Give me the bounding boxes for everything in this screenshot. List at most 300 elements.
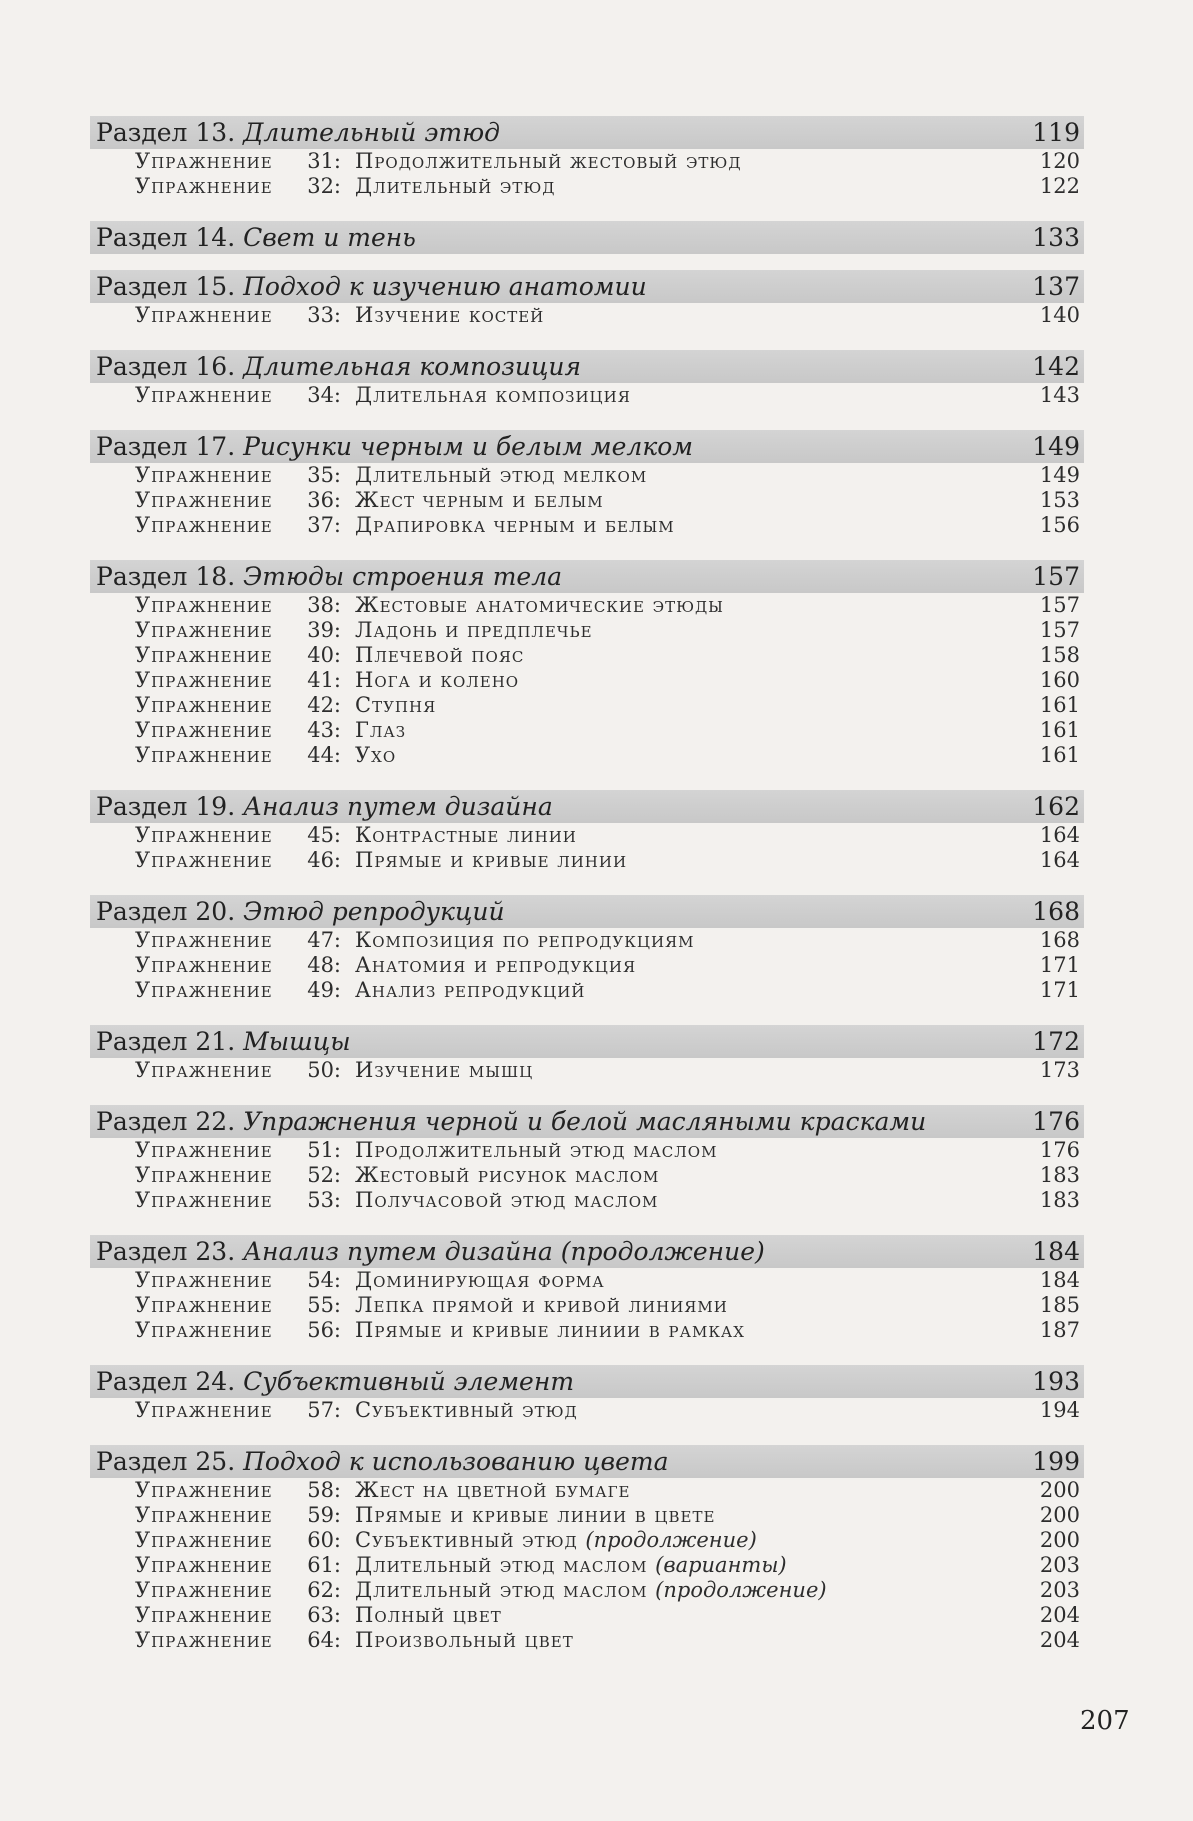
section-title: Длительный этюд bbox=[243, 118, 500, 147]
exercise-number: 33: bbox=[307, 303, 341, 327]
exercise-title: Произвольный цвет bbox=[355, 1628, 574, 1652]
section-label: Раздел bbox=[96, 1107, 188, 1136]
exercise-title-wrap bbox=[355, 823, 1020, 848]
section-heading bbox=[90, 895, 1084, 928]
exercise-number: 64: bbox=[307, 1628, 341, 1652]
exercise-title: Контрастные линии bbox=[355, 823, 577, 847]
exercise-label: Упражнение bbox=[135, 513, 273, 537]
section-label: Раздел bbox=[96, 223, 188, 252]
exercise-title: Продолжительный жестовый этюд bbox=[355, 149, 742, 173]
exercise-number: 43: bbox=[307, 718, 341, 742]
section-number: 14. bbox=[195, 223, 236, 252]
section-title: Подход к использованию цвета bbox=[243, 1447, 669, 1476]
exercise-label: Упражнение bbox=[135, 1268, 273, 1292]
exercise-page: 204 bbox=[1039, 1628, 1080, 1652]
section-heading bbox=[90, 270, 1084, 303]
exercise-page: 157 bbox=[1039, 593, 1080, 617]
section-number: 18. bbox=[195, 562, 236, 591]
exercise-label: Упражнение bbox=[135, 149, 273, 173]
toc-section bbox=[90, 1445, 1084, 1653]
section-page: 184 bbox=[1032, 1237, 1080, 1266]
exercise-title: Композиция по репродукциям bbox=[355, 928, 695, 952]
exercise-label: Упражнение bbox=[135, 668, 273, 692]
exercise-label: Упражнение bbox=[135, 1293, 273, 1317]
exercise-title-wrap bbox=[355, 1603, 1020, 1628]
exercise-row bbox=[90, 149, 1084, 174]
exercise-title-wrap bbox=[355, 693, 1020, 718]
exercise-title: Длительный этюд маслом bbox=[355, 1578, 648, 1602]
page-number: 207 bbox=[1080, 1706, 1130, 1736]
section-page: 137 bbox=[1032, 272, 1080, 301]
section-heading-text bbox=[96, 1105, 926, 1138]
exercise-label: Упражнение bbox=[135, 174, 273, 198]
section-label: Раздел bbox=[96, 118, 188, 147]
exercise-label: Упражнение bbox=[135, 1503, 273, 1527]
section-heading bbox=[90, 1445, 1084, 1478]
section-heading bbox=[90, 1105, 1084, 1138]
exercise-number: 47: bbox=[307, 928, 341, 952]
exercise-page: 185 bbox=[1039, 1293, 1080, 1317]
exercise-title: Прямые и кривые линии bbox=[355, 848, 628, 872]
section-page: 149 bbox=[1032, 432, 1080, 461]
section-number: 17. bbox=[195, 432, 236, 461]
exercise-title-wrap bbox=[355, 383, 1020, 408]
exercise-title-wrap bbox=[355, 1058, 1020, 1083]
exercise-label: Упражнение bbox=[135, 1058, 273, 1082]
section-page: 176 bbox=[1032, 1107, 1080, 1136]
section-heading-text bbox=[96, 560, 562, 593]
section-page: 157 bbox=[1032, 562, 1080, 591]
section-label: Раздел bbox=[96, 792, 188, 821]
section-title: Длительная композиция bbox=[243, 352, 582, 381]
section-heading bbox=[90, 350, 1084, 383]
section-heading-text bbox=[96, 790, 553, 823]
exercise-title: Субъективный этюд bbox=[355, 1528, 578, 1552]
exercise-label: Упражнение bbox=[135, 848, 273, 872]
section-number: 24. bbox=[195, 1367, 236, 1396]
section-heading-text bbox=[96, 1025, 351, 1058]
exercise-title-wrap bbox=[355, 174, 1020, 199]
section-title: Мышцы bbox=[243, 1027, 351, 1056]
exercise-title: Длительная композиция bbox=[355, 383, 631, 407]
section-label: Раздел bbox=[96, 432, 188, 461]
exercise-label: Упражнение bbox=[135, 593, 273, 617]
section-page: 193 bbox=[1032, 1367, 1080, 1396]
section-heading-text bbox=[96, 895, 505, 928]
exercise-number: 56: bbox=[307, 1318, 341, 1342]
exercise-label: Упражнение bbox=[135, 1553, 273, 1577]
exercise-number: 57: bbox=[307, 1398, 341, 1422]
exercise-label: Упражнение bbox=[135, 693, 273, 717]
exercise-page: 200 bbox=[1039, 1503, 1080, 1527]
exercise-title-wrap bbox=[355, 593, 1020, 618]
exercise-row bbox=[90, 693, 1084, 718]
exercise-number: 42: bbox=[307, 693, 341, 717]
exercise-title: Лепка прямой и кривой линиями bbox=[355, 1293, 728, 1317]
exercise-page: 200 bbox=[1039, 1478, 1080, 1502]
section-heading bbox=[90, 1025, 1084, 1058]
exercise-title: Драпировка черным и белым bbox=[355, 513, 675, 537]
exercise-title-wrap bbox=[355, 1398, 1020, 1423]
exercise-number: 35: bbox=[307, 463, 341, 487]
exercise-note: (продолжение) bbox=[585, 1528, 757, 1552]
section-title: Анализ путем дизайна bbox=[243, 792, 553, 821]
exercise-page: 156 bbox=[1039, 513, 1080, 537]
exercise-number: 34: bbox=[307, 383, 341, 407]
toc-section bbox=[90, 430, 1084, 538]
exercise-number: 31: bbox=[307, 149, 341, 173]
exercise-number: 49: bbox=[307, 978, 341, 1002]
toc-section bbox=[90, 1025, 1084, 1083]
exercise-number: 50: bbox=[307, 1058, 341, 1082]
toc-section bbox=[90, 1105, 1084, 1213]
exercise-row bbox=[90, 1628, 1084, 1653]
toc-section bbox=[90, 221, 1084, 254]
section-heading-text bbox=[96, 350, 581, 383]
toc-section bbox=[90, 790, 1084, 873]
exercise-number: 36: bbox=[307, 488, 341, 512]
section-label: Раздел bbox=[96, 1447, 188, 1476]
exercise-page: 171 bbox=[1039, 978, 1080, 1002]
exercise-number: 40: bbox=[307, 643, 341, 667]
exercise-page: 184 bbox=[1039, 1268, 1080, 1292]
section-number: 25. bbox=[195, 1447, 236, 1476]
section-label: Раздел bbox=[96, 1367, 188, 1396]
exercise-page: 164 bbox=[1039, 848, 1080, 872]
section-number: 19. bbox=[195, 792, 236, 821]
exercise-title: Жест на цветной бумаге bbox=[355, 1478, 631, 1502]
exercise-label: Упражнение bbox=[135, 928, 273, 952]
section-page: 172 bbox=[1032, 1027, 1080, 1056]
section-heading bbox=[90, 1365, 1084, 1398]
exercise-page: 194 bbox=[1039, 1398, 1080, 1422]
exercise-title-wrap bbox=[355, 1578, 1020, 1603]
exercise-page: 183 bbox=[1039, 1163, 1080, 1187]
exercise-title: Продолжительный этюд маслом bbox=[355, 1138, 718, 1162]
exercise-row bbox=[90, 978, 1084, 1003]
exercise-title: Плечевой пояс bbox=[355, 643, 525, 667]
exercise-title: Изучение мышц bbox=[355, 1058, 534, 1082]
section-label: Раздел bbox=[96, 1237, 188, 1266]
section-title: Свет и тень bbox=[243, 223, 416, 252]
exercise-row bbox=[90, 848, 1084, 873]
exercise-number: 51: bbox=[307, 1138, 341, 1162]
exercise-row bbox=[90, 953, 1084, 978]
exercise-title: Субъективный этюд bbox=[355, 1398, 578, 1422]
exercise-title-wrap bbox=[355, 463, 1020, 488]
exercise-page: 173 bbox=[1039, 1058, 1080, 1082]
exercise-title: Получасовой этюд маслом bbox=[355, 1188, 659, 1212]
table-of-contents bbox=[90, 116, 1084, 1675]
exercise-row bbox=[90, 488, 1084, 513]
toc-section bbox=[90, 1365, 1084, 1423]
exercise-title: Ухо bbox=[355, 743, 397, 767]
section-title: Этюды строения тела bbox=[243, 562, 563, 591]
exercise-label: Упражнение bbox=[135, 1478, 273, 1502]
section-heading bbox=[90, 1235, 1084, 1268]
exercise-row bbox=[90, 928, 1084, 953]
exercise-title-wrap bbox=[355, 928, 1020, 953]
section-heading bbox=[90, 221, 1084, 254]
exercise-page: 157 bbox=[1039, 618, 1080, 642]
exercise-title: Ступня bbox=[355, 693, 437, 717]
exercise-label: Упражнение bbox=[135, 743, 273, 767]
exercise-label: Упражнение bbox=[135, 978, 273, 1002]
section-page: 142 bbox=[1032, 352, 1080, 381]
exercise-row bbox=[90, 718, 1084, 743]
exercise-row bbox=[90, 1268, 1084, 1293]
exercise-title-wrap bbox=[355, 303, 1020, 328]
exercise-row bbox=[90, 1138, 1084, 1163]
exercise-title: Анализ репродукций bbox=[355, 978, 586, 1002]
section-number: 22. bbox=[195, 1107, 236, 1136]
section-number: 16. bbox=[195, 352, 236, 381]
exercise-page: 143 bbox=[1039, 383, 1080, 407]
exercise-page: 161 bbox=[1039, 718, 1080, 742]
exercise-title-wrap bbox=[355, 1138, 1020, 1163]
exercise-title: Прямые и кривые линиии в рамках bbox=[355, 1318, 745, 1342]
section-number: 13. bbox=[195, 118, 236, 147]
exercise-row bbox=[90, 174, 1084, 199]
exercise-number: 44: bbox=[307, 743, 341, 767]
exercise-row bbox=[90, 1058, 1084, 1083]
exercise-page: 149 bbox=[1039, 463, 1080, 487]
exercise-label: Упражнение bbox=[135, 1318, 273, 1342]
exercise-row bbox=[90, 1553, 1084, 1578]
exercise-label: Упражнение bbox=[135, 953, 273, 977]
section-label: Раздел bbox=[96, 1027, 188, 1056]
exercise-title: Доминирующая форма bbox=[355, 1268, 605, 1292]
section-page: 119 bbox=[1032, 118, 1080, 147]
exercise-title-wrap bbox=[355, 488, 1020, 513]
exercise-row bbox=[90, 1293, 1084, 1318]
exercise-label: Упражнение bbox=[135, 618, 273, 642]
toc-section bbox=[90, 116, 1084, 199]
exercise-label: Упражнение bbox=[135, 1528, 273, 1552]
exercise-title: Нога и колено bbox=[355, 668, 520, 692]
exercise-label: Упражнение bbox=[135, 1603, 273, 1627]
exercise-row bbox=[90, 1398, 1084, 1423]
section-label: Раздел bbox=[96, 272, 188, 301]
section-label: Раздел bbox=[96, 352, 188, 381]
exercise-title-wrap bbox=[355, 718, 1020, 743]
exercise-number: 62: bbox=[307, 1578, 341, 1602]
exercise-page: 122 bbox=[1039, 174, 1080, 198]
exercise-title: Анатомия и репродукция bbox=[355, 953, 637, 977]
exercise-row bbox=[90, 1603, 1084, 1628]
section-heading-text bbox=[96, 270, 647, 303]
exercise-row bbox=[90, 618, 1084, 643]
section-number: 15. bbox=[195, 272, 236, 301]
exercise-note: (продолжение) bbox=[655, 1578, 827, 1602]
section-title: Упражнения черной и белой масляными красками bbox=[243, 1107, 927, 1136]
exercise-row bbox=[90, 668, 1084, 693]
exercise-row bbox=[90, 643, 1084, 668]
exercise-page: 203 bbox=[1039, 1553, 1080, 1577]
exercise-number: 32: bbox=[307, 174, 341, 198]
exercise-number: 46: bbox=[307, 848, 341, 872]
section-title: Рисунки черным и белым мелком bbox=[243, 432, 694, 461]
exercise-page: 171 bbox=[1039, 953, 1080, 977]
section-heading bbox=[90, 560, 1084, 593]
exercise-number: 63: bbox=[307, 1603, 341, 1627]
exercise-title-wrap bbox=[355, 149, 1020, 174]
section-number: 23. bbox=[195, 1237, 236, 1266]
exercise-page: 160 bbox=[1039, 668, 1080, 692]
section-label: Раздел bbox=[96, 562, 188, 591]
section-heading-text bbox=[96, 1365, 574, 1398]
section-heading-text bbox=[96, 430, 693, 463]
section-page: 133 bbox=[1032, 223, 1080, 252]
section-number: 21. bbox=[195, 1027, 236, 1056]
exercise-title: Полный цвет bbox=[355, 1603, 502, 1627]
exercise-label: Упражнение bbox=[135, 463, 273, 487]
exercise-title: Длительный этюд bbox=[355, 174, 556, 198]
exercise-title-wrap bbox=[355, 1318, 1020, 1343]
exercise-row bbox=[90, 1163, 1084, 1188]
exercise-page: 176 bbox=[1039, 1138, 1080, 1162]
section-heading-text bbox=[96, 1235, 765, 1268]
section-page: 168 bbox=[1032, 897, 1080, 926]
section-page: 162 bbox=[1032, 792, 1080, 821]
toc-section bbox=[90, 270, 1084, 328]
exercise-title: Ладонь и предплечье bbox=[355, 618, 593, 642]
exercise-title-wrap bbox=[355, 848, 1020, 873]
section-title: Субъективный элемент bbox=[243, 1367, 575, 1396]
exercise-title-wrap bbox=[355, 743, 1020, 768]
exercise-label: Упражнение bbox=[135, 303, 273, 327]
exercise-page: 158 bbox=[1039, 643, 1080, 667]
toc-section bbox=[90, 350, 1084, 408]
section-title: Анализ путем дизайна (продолжение) bbox=[243, 1237, 765, 1266]
exercise-label: Упражнение bbox=[135, 383, 273, 407]
exercise-title: Длительный этюд мелком bbox=[355, 463, 648, 487]
exercise-number: 38: bbox=[307, 593, 341, 617]
exercise-label: Упражнение bbox=[135, 488, 273, 512]
exercise-label: Упражнение bbox=[135, 1578, 273, 1602]
exercise-row bbox=[90, 1503, 1084, 1528]
exercise-page: 161 bbox=[1039, 743, 1080, 767]
exercise-title: Длительный этюд маслом bbox=[355, 1553, 648, 1577]
exercise-number: 52: bbox=[307, 1163, 341, 1187]
exercise-number: 58: bbox=[307, 1478, 341, 1502]
exercise-title-wrap bbox=[355, 1188, 1020, 1213]
exercise-title: Глаз bbox=[355, 718, 407, 742]
exercise-row bbox=[90, 303, 1084, 328]
section-heading bbox=[90, 116, 1084, 149]
exercise-label: Упражнение bbox=[135, 1398, 273, 1422]
exercise-number: 54: bbox=[307, 1268, 341, 1292]
exercise-page: 120 bbox=[1039, 149, 1080, 173]
exercise-row bbox=[90, 593, 1084, 618]
exercise-title: Жестовые анатомические этюды bbox=[355, 593, 724, 617]
toc-section bbox=[90, 1235, 1084, 1343]
section-page: 199 bbox=[1032, 1447, 1080, 1476]
exercise-page: 153 bbox=[1039, 488, 1080, 512]
section-heading-text bbox=[96, 221, 416, 254]
exercise-number: 45: bbox=[307, 823, 341, 847]
exercise-number: 39: bbox=[307, 618, 341, 642]
exercise-row bbox=[90, 823, 1084, 848]
section-heading bbox=[90, 430, 1084, 463]
section-title: Подход к изучению анатомии bbox=[243, 272, 647, 301]
exercise-number: 53: bbox=[307, 1188, 341, 1212]
exercise-page: 187 bbox=[1039, 1318, 1080, 1342]
exercise-title-wrap bbox=[355, 618, 1020, 643]
exercise-label: Упражнение bbox=[135, 1138, 273, 1162]
section-heading bbox=[90, 790, 1084, 823]
exercise-title-wrap bbox=[355, 953, 1020, 978]
exercise-row bbox=[90, 1478, 1084, 1503]
exercise-title: Прямые и кривые линии в цвете bbox=[355, 1503, 716, 1527]
section-heading-text bbox=[96, 1445, 668, 1478]
exercise-title-wrap bbox=[355, 1528, 1020, 1553]
exercise-row bbox=[90, 1528, 1084, 1553]
exercise-row bbox=[90, 1188, 1084, 1213]
exercise-title-wrap bbox=[355, 1628, 1020, 1653]
exercise-title-wrap bbox=[355, 1503, 1020, 1528]
exercise-page: 204 bbox=[1039, 1603, 1080, 1627]
exercise-row bbox=[90, 513, 1084, 538]
exercise-title-wrap bbox=[355, 513, 1020, 538]
exercise-label: Упражнение bbox=[135, 823, 273, 847]
toc-section bbox=[90, 560, 1084, 768]
exercise-number: 55: bbox=[307, 1293, 341, 1317]
exercise-title-wrap bbox=[355, 668, 1020, 693]
exercise-title-wrap bbox=[355, 1293, 1020, 1318]
exercise-page: 164 bbox=[1039, 823, 1080, 847]
exercise-row bbox=[90, 463, 1084, 488]
exercise-title: Жестовый рисунок маслом bbox=[355, 1163, 660, 1187]
exercise-note: (варианты) bbox=[655, 1553, 787, 1577]
exercise-title-wrap bbox=[355, 978, 1020, 1003]
exercise-page: 203 bbox=[1039, 1578, 1080, 1602]
exercise-title: Изучение костей bbox=[355, 303, 545, 327]
exercise-title: Жест черным и белым bbox=[355, 488, 604, 512]
exercise-title-wrap bbox=[355, 1553, 1020, 1578]
exercise-number: 61: bbox=[307, 1553, 341, 1577]
exercise-title-wrap bbox=[355, 643, 1020, 668]
section-heading-text bbox=[96, 116, 500, 149]
exercise-page: 161 bbox=[1039, 693, 1080, 717]
exercise-number: 59: bbox=[307, 1503, 341, 1527]
exercise-page: 168 bbox=[1039, 928, 1080, 952]
section-title: Этюд репродукций bbox=[243, 897, 505, 926]
exercise-page: 183 bbox=[1039, 1188, 1080, 1212]
toc-section bbox=[90, 895, 1084, 1003]
exercise-page: 200 bbox=[1039, 1528, 1080, 1552]
exercise-page: 140 bbox=[1039, 303, 1080, 327]
section-number: 20. bbox=[195, 897, 236, 926]
exercise-label: Упражнение bbox=[135, 1188, 273, 1212]
exercise-title-wrap bbox=[355, 1268, 1020, 1293]
exercise-title-wrap bbox=[355, 1478, 1020, 1503]
exercise-number: 60: bbox=[307, 1528, 341, 1552]
exercise-number: 37: bbox=[307, 513, 341, 537]
exercise-number: 48: bbox=[307, 953, 341, 977]
exercise-row bbox=[90, 383, 1084, 408]
exercise-label: Упражнение bbox=[135, 718, 273, 742]
section-label: Раздел bbox=[96, 897, 188, 926]
exercise-label: Упражнение bbox=[135, 1628, 273, 1652]
exercise-label: Упражнение bbox=[135, 1163, 273, 1187]
exercise-row bbox=[90, 1318, 1084, 1343]
exercise-title-wrap bbox=[355, 1163, 1020, 1188]
exercise-label: Упражнение bbox=[135, 643, 273, 667]
exercise-row bbox=[90, 1578, 1084, 1603]
exercise-number: 41: bbox=[307, 668, 341, 692]
exercise-row bbox=[90, 743, 1084, 768]
